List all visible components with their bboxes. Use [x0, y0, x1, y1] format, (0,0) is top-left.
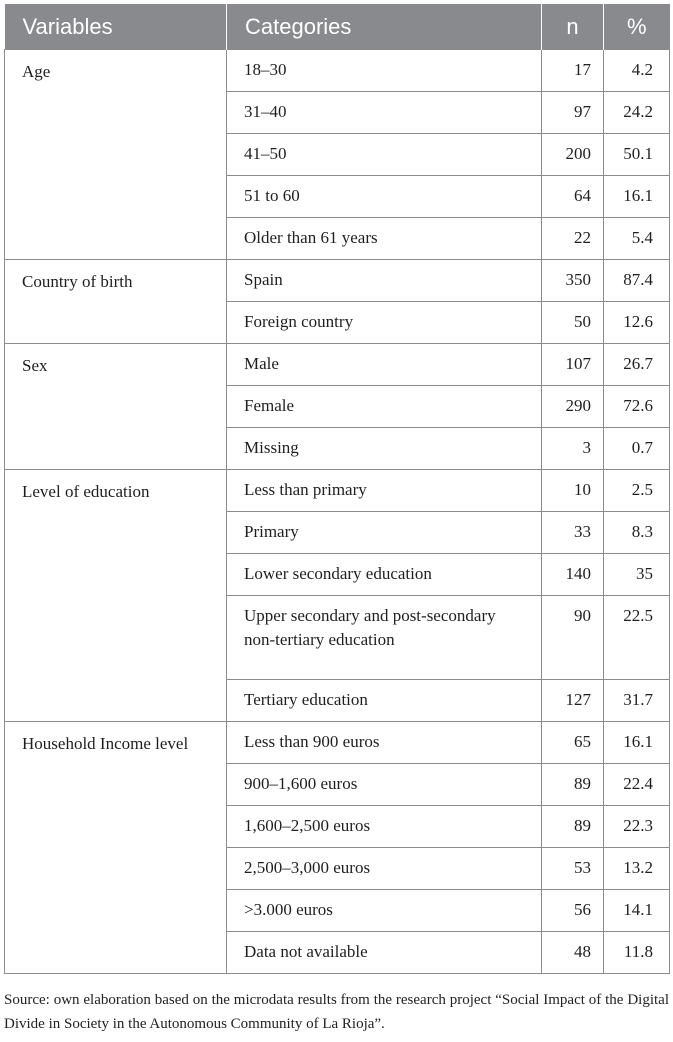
category-cell: Data not available: [227, 932, 542, 974]
category-cell: Lower secondary education: [227, 554, 542, 596]
category-cell: 2,500–3,000 euros: [227, 848, 542, 890]
category-cell: Upper secondary and post-secondary non-tertiary education: [227, 596, 542, 680]
category-cell: Male: [227, 344, 542, 386]
percent-cell: 13.2: [604, 848, 670, 890]
percent-cell: 22.5: [604, 596, 670, 680]
percent-cell: 0.7: [604, 428, 670, 470]
header-percent: %: [604, 4, 670, 50]
percent-cell: 11.8: [604, 932, 670, 974]
category-cell: Primary: [227, 512, 542, 554]
n-cell: 200: [542, 134, 604, 176]
n-cell: 127: [542, 680, 604, 722]
category-cell: >3.000 euros: [227, 890, 542, 932]
n-cell: 290: [542, 386, 604, 428]
n-cell: 107: [542, 344, 604, 386]
category-cell: Tertiary education: [227, 680, 542, 722]
category-cell: 31–40: [227, 92, 542, 134]
variable-cell: Level of education: [5, 470, 227, 722]
category-cell: Foreign country: [227, 302, 542, 344]
percent-cell: 2.5: [604, 470, 670, 512]
n-cell: 350: [542, 260, 604, 302]
table-row: [5, 470, 670, 512]
percent-cell: 14.1: [604, 890, 670, 932]
header-variables: Variables: [5, 4, 227, 50]
variable-cell: Sex: [5, 344, 227, 470]
percent-cell: 8.3: [604, 512, 670, 554]
n-cell: 17: [542, 50, 604, 92]
variable-cell: Household Income level: [5, 722, 227, 974]
category-cell: 18–30: [227, 50, 542, 92]
n-cell: 56: [542, 890, 604, 932]
percent-cell: 12.6: [604, 302, 670, 344]
category-cell: 51 to 60: [227, 176, 542, 218]
table-row: [5, 344, 670, 386]
n-cell: 65: [542, 722, 604, 764]
variable-cell: Age: [5, 50, 227, 260]
header-categories: Categories: [227, 4, 542, 50]
table-row: [5, 50, 670, 92]
percent-cell: 26.7: [604, 344, 670, 386]
percent-cell: 24.2: [604, 92, 670, 134]
n-cell: 90: [542, 596, 604, 680]
n-cell: 89: [542, 764, 604, 806]
n-cell: 140: [542, 554, 604, 596]
table-row: [5, 260, 670, 302]
n-cell: 22: [542, 218, 604, 260]
source-note: Source: own elaboration based on the microdata results from the research project “Social Impact of the Digital Divide in Society in the Autonomous Community of La Rioja”.: [4, 992, 669, 1032]
percent-cell: 22.4: [604, 764, 670, 806]
percent-cell: 72.6: [604, 386, 670, 428]
n-cell: 3: [542, 428, 604, 470]
category-cell: 1,600–2,500 euros: [227, 806, 542, 848]
category-cell: Spain: [227, 260, 542, 302]
n-cell: 33: [542, 512, 604, 554]
n-cell: 89: [542, 806, 604, 848]
percent-cell: 35: [604, 554, 670, 596]
n-cell: 53: [542, 848, 604, 890]
n-cell: 10: [542, 470, 604, 512]
header-row: [5, 4, 670, 50]
percent-cell: 16.1: [604, 722, 670, 764]
percent-cell: 4.2: [604, 50, 670, 92]
n-cell: 50: [542, 302, 604, 344]
n-cell: 64: [542, 176, 604, 218]
category-cell: Less than 900 euros: [227, 722, 542, 764]
percent-cell: 16.1: [604, 176, 670, 218]
variable-cell: Country of birth: [5, 260, 227, 344]
category-cell: Older than 61 years: [227, 218, 542, 260]
table-header: [5, 4, 670, 50]
category-cell: Less than primary: [227, 470, 542, 512]
category-cell: 900–1,600 euros: [227, 764, 542, 806]
category-cell: Missing: [227, 428, 542, 470]
percent-cell: 5.4: [604, 218, 670, 260]
percent-cell: 87.4: [604, 260, 670, 302]
percent-cell: 22.3: [604, 806, 670, 848]
n-cell: 97: [542, 92, 604, 134]
category-cell: 41–50: [227, 134, 542, 176]
percent-cell: 50.1: [604, 134, 670, 176]
category-cell: Female: [227, 386, 542, 428]
demographics-table: [4, 4, 670, 974]
table-body: [5, 50, 670, 974]
n-cell: 48: [542, 932, 604, 974]
demographics-table-container: [4, 4, 669, 974]
header-n: n: [542, 4, 604, 50]
percent-cell: 31.7: [604, 680, 670, 722]
table-row: [5, 722, 670, 764]
